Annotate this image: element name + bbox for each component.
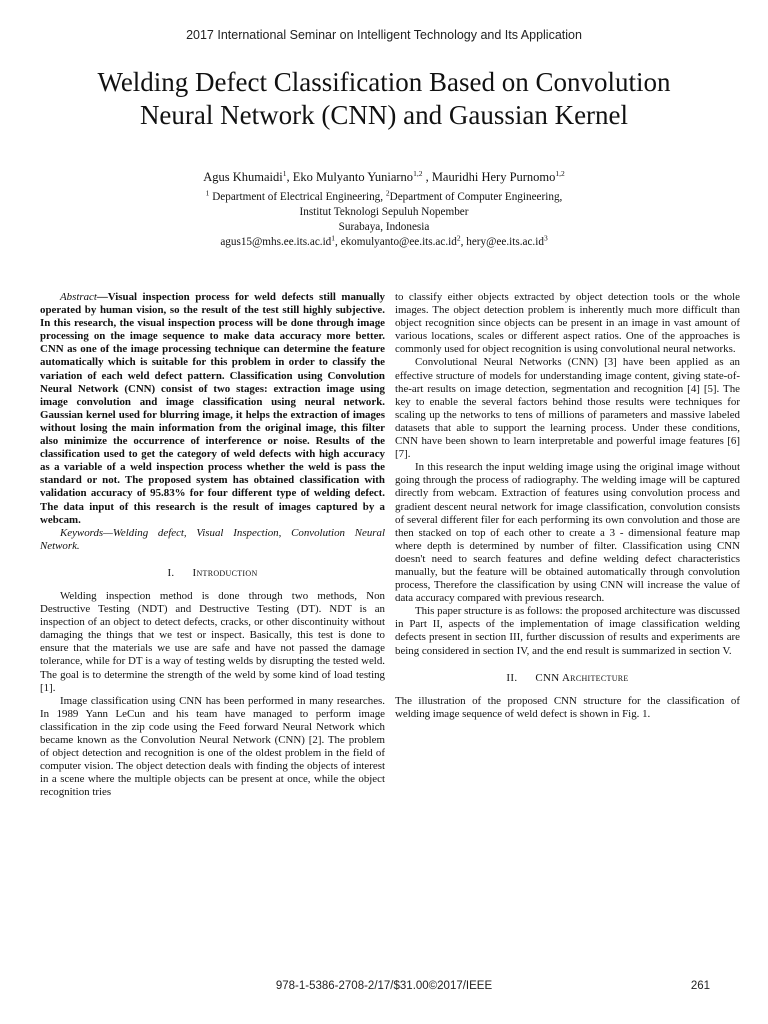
email-superscript: 3 [543,233,548,243]
author-superscript: 1,2 [555,168,565,178]
title-line-1: Welding Defect Classification Based on Convolution [97,67,671,97]
abstract-label: Abstract [60,291,97,303]
affiliation-superscript: 1 [205,188,210,198]
email-address: ekomulyanto@ee.its.ac.id [340,236,457,248]
abstract-text: Visual inspection process for weld defects still manually operated by human vision, so the result of the test still highly subjective. In this research, the visual inspection process will be done through image processing on the image sequence to make data accuracy more better. CNN as one of the image processing technique can determine the feature automatically which is suitable for this problem in order to classify the variation of each weld defect pattern. Classification using Convolution Neural Network (CNN) consist of two stages: extraction image using image convolution and image classification using neural network. Gaussian kernel used for blurring image, it helps the extraction of images without losing the main information from the original image, this filter also minimize the occurrence of interference or noise. Results of the classification used to get the category of weld defects with high accuracy as a variable of a weld inspection process whether the weld is pass the standard or not. The proposed system has obtained classification with validation accuracy of 95.83% for four different type of welding defect. The data input of this research is the result of images captured by a webcam. [40,291,385,526]
author-name: Agus Khumaidi [203,170,283,184]
section-number: I. [167,566,175,579]
affiliation-superscript: 2 [385,188,390,198]
email-superscript: 1 [331,233,336,243]
affiliation-institute: Institut Teknologi Sepuluh Nopember [299,206,469,218]
author-superscript: 1 [282,168,287,178]
title-line-2: Neural Network (CNN) and Gaussian Kernel [139,100,629,130]
conference-header: 2017 International Seminar on Intelligent Technology and Its Application [186,28,582,42]
abstract-dash: — [96,291,108,303]
body-paragraph: Image classification using CNN has been performed in many researches. In 1989 Yann LeCun and his team have managed to perform image classification in the zip code using the Feed forward Neural Network which became known as the Convolution Neural Network (CNN) [2]. The problem of object detection and recognition is one of the oldest problem in the field of computer vision. The object detection deals with finding the objects of interest in a scene where the multiple objects can be present at once, while the object recognition tries [40,694,385,799]
section-title: CNN Architecture [535,671,629,684]
section-title: Introduction [192,566,258,579]
keywords-dash: — [103,526,113,539]
body-paragraph: This paper structure is as follows: the proposed architecture was discussed in Part II, aspects of the implementation of image classification welding defects present in section III, further discussion of results and experiments are being considered in section IV, and the end result is summarized in section V. [395,605,740,657]
affiliation-location: Surabaya, Indonesia [338,221,430,233]
body-paragraph: The illustration of the proposed CNN structure for the classification of welding image sequence of weld defect is shown in Fig. 1. [395,694,740,720]
body-paragraph: In this research the input welding image using the original image without going through the process of radiography. The welding image will be captured directly from webcam. Extraction of features using convolution process and gradient descent neural network for image classification, convolution consists of several different filer for each performing its own convolution and those are then stacked on top of each other to create a 3 - dimensional feature map where depth is determined by number of filter. Classification using CNN doesn't need to search features and define welding defect characteristics manually, but the feature will be obtained automatically through convolution process, Therefore the classification by using CNN will increase the value of data accuracy compared with previous research. [395,461,740,605]
body-paragraph: Welding inspection method is done through two methods, Non Destructive Testing (NDT) and Destructive Testing (DT). NDT is an inspection of an object to detect defects, cracks, or other discontinuity without damaging the things that we test or inspect. Basically, this test is done to ensure that the materials we use are safe and have not passed the damage tolerance, while for DT is a way of testing welds by disrupting the tested weld. The goal is to determine the strength of the weld by some kind of load testing [1]. [40,589,385,694]
copyright-footer: 978-1-5386-2708-2/17/$31.00©2017/IEEE [275,980,493,992]
page-number: 261 [690,980,710,992]
section-heading-cnn-architecture [395,672,740,685]
affiliation-block [0,190,768,250]
section-number: II. [506,671,518,684]
paper-title [30,66,738,132]
right-column [395,291,740,721]
email-address: hery@ee.its.ac.id [466,236,544,248]
body-paragraph-continued: to classify either objects extracted by object detection tools or the whole images. The object detection problem is inherently much more difficult than object recognition since objects can be present in an image in vast amount of various locations, scales or different aspect ratios. One of the approaches is commonly used for object recognition is using convolutional neural networks. [395,291,740,356]
keywords-paragraph [40,527,385,553]
affiliation-departments [0,190,768,205]
section-heading-introduction [40,567,385,580]
author-name: Eko Mulyanto Yuniarno [292,170,414,184]
author-superscript: 1,2 [413,168,423,178]
email-address: agus15@mhs.ee.its.ac.id [220,236,332,248]
keywords-text: Welding defect, Visual Inspection, Convolution Neural Network. [40,526,385,552]
body-paragraph: Convolutional Neural Networks (CNN) [3] have been applied as an effective structure of models for understanding image content, giving state-of-the-art results on image detection, segmentation and recognition [4] [5]. The key to enable the several factors behind those results were techniques for scaling up the networks to tens of millions of parameters and massive labeled datasets that able to support the learning process. Under these conditions, CNN have been shown to learn interpretable and powerful image features [6] [7]. [395,356,740,461]
author-emails: $agus15@mhs.ee.its.ac.id^1$, $ekomulyanto@ee.its.ac.id^2$, $hery@ee.its.ac.id^3$ [220,233,548,248]
affiliation-department-1: Department of Electrical Engineering, [212,191,386,203]
abstract-paragraph [40,291,385,527]
author-list: Agus Khumaidi$^1$, Eko Mulyanto Yuniarno$^{1,2}$ , Mauridhi Hery Purnomo$^{1,2}$ [203,168,565,184]
email-superscript: 2 [456,233,461,243]
keywords-label: Keywords [60,526,104,539]
left-column [40,291,385,799]
author-name: Mauridhi Hery Purnomo [431,170,556,184]
affiliation-department-2: Department of Computer Engineering, [389,191,563,203]
